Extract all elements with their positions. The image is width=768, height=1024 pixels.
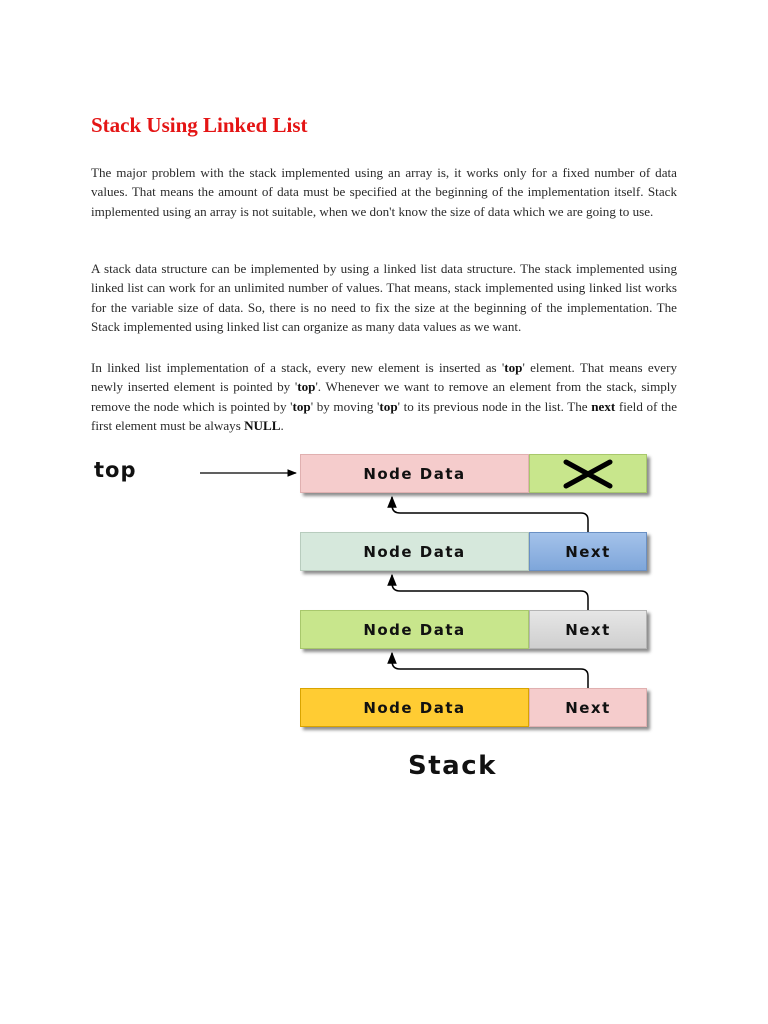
stack-node-bottom	[300, 688, 647, 727]
null-next-cell	[529, 454, 647, 493]
bold-top: top	[292, 398, 311, 414]
link-arrow-1	[392, 497, 588, 532]
link-arrow-2	[392, 575, 588, 610]
node-data-cell: Node Data	[300, 454, 529, 493]
bold-top: top	[379, 398, 398, 414]
stack-node-2	[300, 532, 647, 571]
bold-top: top	[504, 360, 523, 375]
node-data-cell: Node Data	[300, 688, 529, 727]
node-data-cell: Node Data	[300, 532, 529, 571]
node-next-cell: Next	[529, 610, 647, 649]
paragraph-linked-list-intro: A stack data structure can be implemented by using a linked list data structure. The stack implemented using linked list can work for an unlimited number of values. That means, stack implemented using linked list works for the variable size of data. So, there is no need to fix the size at the beginning of the implementation. The Stack implemented using linked list can organize as many data values as we want.	[91, 261, 677, 334]
x-icon	[560, 459, 616, 489]
node-next-cell: Next	[529, 532, 647, 571]
node-next-cell: Next	[529, 688, 647, 727]
link-arrow-3	[392, 653, 588, 688]
paragraph-top-pointer: In linked list implementation of a stack, every new element is inserted as 'top' element. That means every newly inserted element is pointed by 'top'. Whenever we want to remove an element from the stack, simply remove the node which is pointed by 'top' by moving 'top' to its previous node in the list. The next field of the first element must be always NULL.	[91, 360, 678, 433]
node-data-cell: Node Data	[300, 610, 529, 649]
page-title: Stack Using Linked List	[91, 113, 308, 137]
top-pointer-label: top	[94, 458, 137, 482]
diagram-caption: Stack	[408, 751, 497, 781]
bold-top: top	[297, 379, 316, 395]
stack-node-3	[300, 610, 647, 649]
stack-node-top	[300, 454, 647, 493]
bold-next: next	[591, 398, 616, 414]
bold-null: NULL	[244, 417, 281, 433]
paragraph-array-problem: The major problem with the stack implemented using an array is, it works only for a fixed number of data values. That means the amount of data must be specified at the beginning of the implementation itself. Stack implemented using an array is not suitable, when we don't know the size of data which we are going to use.	[91, 165, 677, 219]
